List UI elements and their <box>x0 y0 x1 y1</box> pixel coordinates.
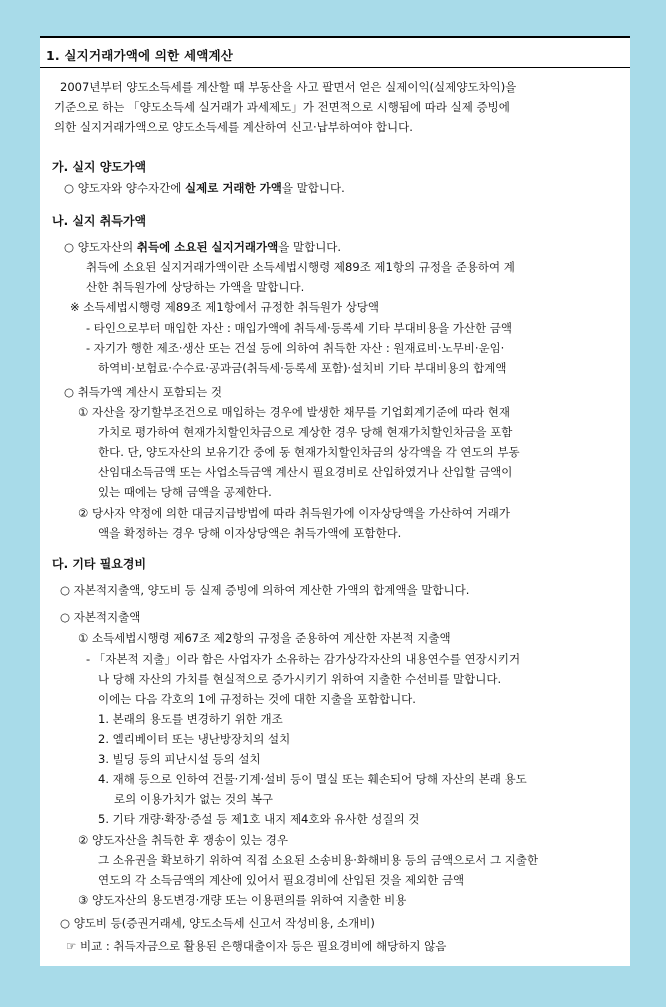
na-item-1-cont: 취득에 소요된 실지거래가액이란 소득세법시행령 제89조 제1항의 규정을 준용하여 계 <box>86 260 515 274</box>
na-circle-1-cont: 가치로 평가하여 현재가치할인차금으로 계상한 경우 당해 현재가치할인차금을 포함 <box>98 425 513 439</box>
da-sub-2-cont: 연도의 각 소득금액의 계산에 있어서 필요경비에 산입된 것을 제외한 금액 <box>98 873 465 887</box>
na-dash-2-cont: 하역비·보험료·수수료·공과금(취득세·등록세 포함)·설치비 기타 부대비용의 합계액 <box>98 361 507 375</box>
da-sub-2-cont: 그 소유권을 확보하기 위하여 직접 소요된 소송비용·화해비용 등의 금액으로서 그 지출한 <box>98 853 539 867</box>
na-item-2: ○ 취득가액 계산시 포함되는 것 <box>64 385 222 399</box>
na-item-1-cont: 산한 취득원가에 상당하는 가액을 말합니다. <box>86 280 305 294</box>
da-num-4-cont: 로의 이용가치가 없는 것의 복구 <box>114 792 274 806</box>
intro-line: 의한 실지거래가액으로 양도소득세를 계산하여 신고·납부하여야 합니다. <box>54 120 413 134</box>
da-sub-2: ② 양도자산을 취득한 후 쟁송이 있는 경우 <box>78 833 288 847</box>
da-item-1: ○ 자본적지출액, 양도비 등 실제 증빙에 의하여 계산한 가액의 합계액을 말합니다. <box>60 583 470 597</box>
da-num-3: 3. 빌딩 등의 피난시설 등의 설치 <box>98 752 261 766</box>
da-dash-cont: 이에는 다음 각호의 1에 규정하는 것에 대한 지출을 포함합니다. <box>98 692 416 706</box>
ga-item: ○ 양도자와 양수자간에 실제로 거래한 가액을 말합니다. <box>64 181 345 195</box>
da-dash: - 「자본적 지출」이라 함은 사업자가 소유하는 감가상각자산의 내용연수를 연장시키거 <box>86 652 521 666</box>
heading-na: 나. 실지 취득가액 <box>52 214 147 228</box>
na-dash-2: - 자기가 행한 제조·생산 또는 건설 등에 의하여 취득한 자산 : 원재료비·노무비·운임· <box>86 341 505 355</box>
section-title: 1. 실지거래가액에 의한 세액계산 <box>40 36 630 68</box>
da-item-2: ○ 자본적지출액 <box>60 610 141 624</box>
intro-line: 2007년부터 양도소득세를 계산할 때 부동산을 사고 팔면서 얻은 실제이익(실제양도차익)을 <box>60 80 517 94</box>
na-circle-1-cont: 있는 때에는 당해 금액을 공제한다. <box>98 485 272 499</box>
da-num-4: 4. 재해 등으로 인하여 건물·기계·설비 등이 멸실 또는 훼손되어 당해 자산의 본래 용도 <box>98 772 527 786</box>
na-item-1: ○ 양도자산의 취득에 소요된 실지거래가액을 말합니다. <box>64 240 342 254</box>
heading-da: 다. 기타 필요경비 <box>52 557 147 571</box>
na-circle-1-cont: 산임대소득금액 또는 사업소득금액 계산시 필요경비로 산입하였거나 산입할 금액이 <box>98 465 513 479</box>
da-num-5: 5. 기타 개량·확장·증설 등 제1호 내지 제4호와 유사한 성질의 것 <box>98 812 420 826</box>
na-circle-2: ② 당사자 약정에 의한 대금지급방법에 따라 취득원가에 이자상당액을 가산하여 거래가 <box>78 506 511 520</box>
da-note: ☞ 비교 : 취득자금으로 활용된 은행대출이자 등은 필요경비에 해당하지 않음 <box>66 939 447 953</box>
na-circle-1: ① 자산을 장기할부조건으로 매입하는 경우에 발생한 채무를 기업회계기준에 따라 현재 <box>78 405 511 419</box>
na-circle-2-cont: 액을 확정하는 경우 당해 이자상당액은 취득가액에 포함한다. <box>98 526 402 540</box>
intro-line: 기준으로 하는 「양도소득세 실거래가 과세제도」가 전면적으로 시행됨에 따라 실제 증빙에 <box>54 100 510 114</box>
heading-ga: 가. 실지 양도가액 <box>52 160 147 174</box>
da-dash-cont: 나 당해 자산의 가치를 현실적으로 증가시키기 위하여 지출한 수선비를 말합니다. <box>98 672 502 686</box>
da-sub-1: ① 소득세법시행령 제67조 제2항의 규정을 준용하여 계산한 자본적 지출액 <box>78 631 451 645</box>
da-sub-3: ③ 양도자산의 용도변경·개량 또는 이용편의를 위하여 지출한 비용 <box>78 893 407 907</box>
na-dash-1: - 타인으로부터 매입한 자산 : 매입가액에 취득세·등록세 기타 부대비용을 가산한 금액 <box>86 321 512 335</box>
na-note: ※ 소득세법시행령 제89조 제1항에서 규정한 취득원가 상당액 <box>70 300 380 314</box>
da-item-3: ○ 양도비 등(증권거래세, 양도소득세 신고서 작성비용, 소개비) <box>60 916 375 930</box>
document-page <box>40 36 630 966</box>
da-num-2: 2. 엘리베이터 또는 냉난방장치의 설치 <box>98 732 291 746</box>
da-num-1: 1. 본래의 용도를 변경하기 위한 개조 <box>98 712 283 726</box>
na-circle-1-cont: 한다. 단, 양도자산의 보유기간 중에 동 현재가치할인차금의 상각액을 각 연도의 부동 <box>98 445 520 459</box>
